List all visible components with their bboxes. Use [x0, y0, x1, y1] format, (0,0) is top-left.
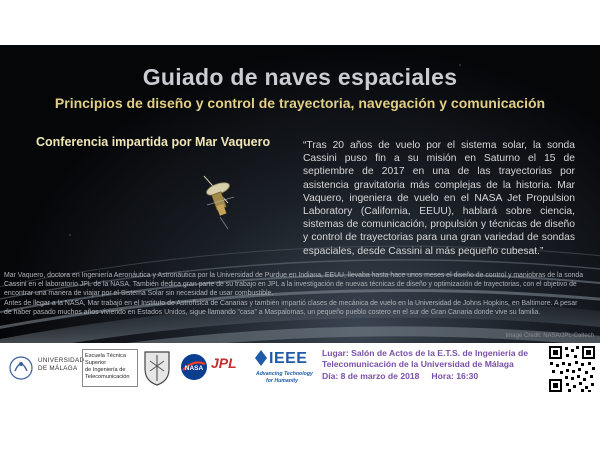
jpl-logo: JPL	[211, 355, 237, 371]
ieee-logo	[254, 347, 314, 393]
ieee-tagline: Advancing Technology	[256, 371, 313, 377]
poster-title: Guiado de naves espaciales	[142, 64, 458, 90]
event-location: Lugar: Salón de Actos de la E.T.S. de Ingeniería de	[322, 348, 528, 358]
bio-line: encontrar una manera de viajar por el Sistema Solar sin necesidad de usar combustible.	[4, 290, 274, 298]
cassini-spacecraft-image	[198, 173, 258, 233]
event-info	[322, 348, 528, 382]
speaker-bio	[4, 271, 596, 317]
poster-banner	[0, 45, 600, 343]
event-date: Día: 8 de marzo de 2018	[322, 370, 420, 381]
telecom-shield-icon	[142, 349, 172, 387]
uma-name: UNIVERSIDAD DE MÁLAGA	[38, 357, 85, 372]
nasa-wordmark: NASA	[184, 365, 204, 372]
bio-line: Cassini en el laboratorio JPL de la NASA. También dedica gran parte de su trabajo en JPL a la investigación de nuevas técnicas de diseño y optimización de trayectorias, con el objetivo de	[4, 281, 577, 289]
ieee-tagline: for Humanity	[266, 378, 298, 384]
speaker-line: Conferencia impartida por Mar Vaquero	[36, 135, 271, 149]
event-location-line2: Telecomunicación de la Universidad de Málaga	[322, 359, 514, 370]
qr-code-icon[interactable]	[548, 345, 596, 393]
bio-line: Mar Vaquero, doctora en Ingeniería Aeronáutica y Astronáutica por la Universidad de Purdue en Indiana, EEUU, llevaba hasta hace unos meses el diseño de control y maniobras de la sonda	[4, 272, 584, 279]
image-credit: Image Credit: NASA/JPL-Caltech	[505, 333, 594, 339]
uma-logo	[6, 347, 85, 389]
bio-line: Antes de llegar a la NASA, Mar trabajó en el Instituto de Astrofísica de Canarias y también impartió clases de mecánica de vuelo en la Universidad de Johns Hopkins, en Baltimore. A pesar	[4, 299, 578, 307]
event-date-time	[322, 371, 528, 382]
bio-line: de haber pasado muchos años viviendo en Estados Unidos, sigue llamando “casa” a Maspalomas, un pequeño pueblo costero en el sur de Gran Canaria donde vive su familia.	[4, 308, 541, 316]
event-time: Hora: 16:30	[431, 370, 479, 381]
uma-emblem-icon	[8, 351, 34, 385]
abstract-quote: “Tras 20 años de vuelo por el sistema solar, la sonda Cassini puso fin a su misión en Saturno el 15 de septiembre de 2017 en una de las trayectorias por asistencia gravitatoria más complejas de la historia. Mar Vaquero, ingeniera de vuelo en el NASA Jet Propulsion Laboratory (California, EEUU), hablará sobre ciencia, sistemas de comunicación, propulsión y técnicas de diseño y control de trayectorias para una gran variedad de sondas espaciales, desde Cassini al más pequeño cubesat.”	[303, 140, 575, 257]
nasa-logo-icon	[180, 353, 208, 381]
ieee-diamond-icon	[254, 349, 268, 367]
etsi-logo: Escuela Técnica Superior de Ingeniería de Telecomunicación	[82, 349, 138, 387]
sponsors-footer	[0, 343, 600, 403]
ieee-wordmark: IEEE	[269, 350, 308, 367]
poster-subtitle: Principios de diseño y control de trayectoria, navegación y comunicación	[54, 95, 546, 111]
